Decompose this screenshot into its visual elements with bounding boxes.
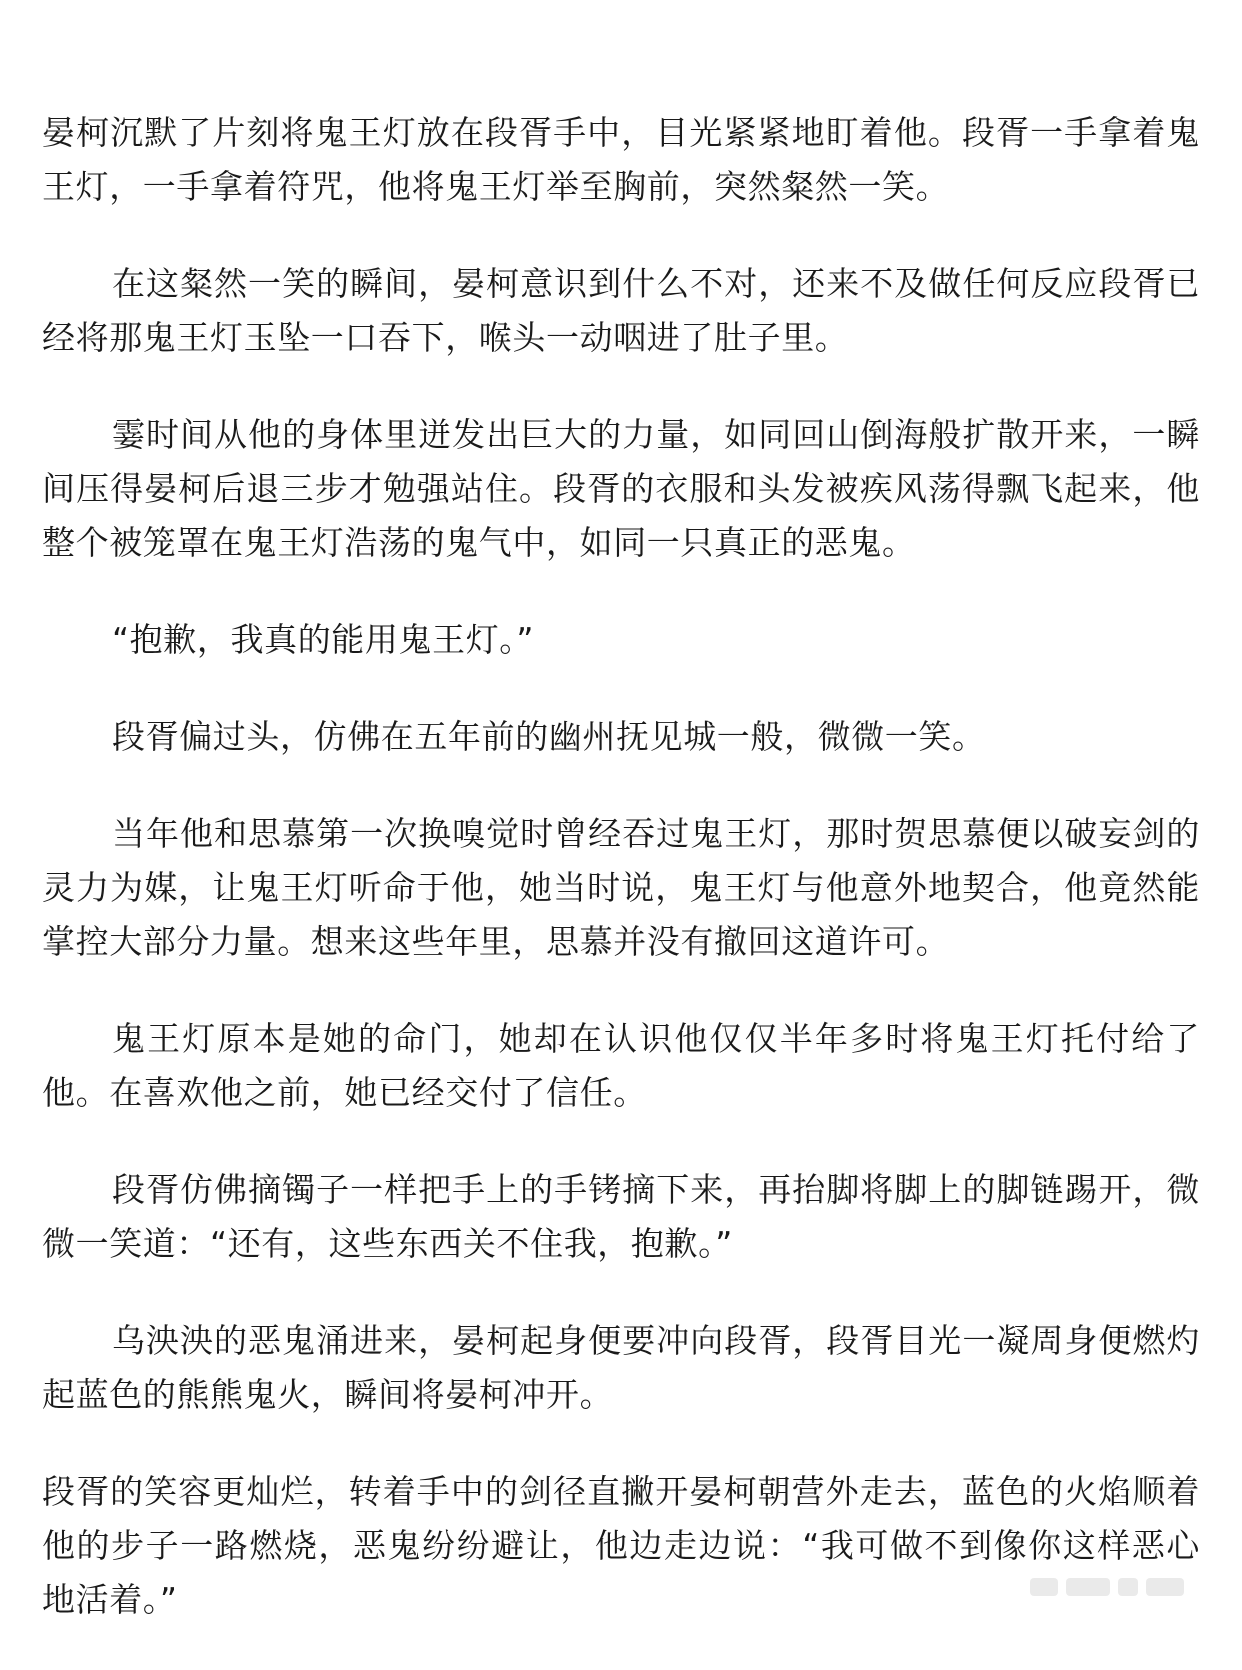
paragraph-6: 当年他和思慕第一次换嗅觉时曾经吞过鬼王灯，那时贺思慕便以破妄剑的灵力为媒，让鬼王灯听命于他，她当时说，鬼王灯与他意外地契合，他竟然能掌控大部分力量。想来这些年里，思慕并没有撤回这道许可。 — [42, 814, 1200, 961]
paragraph-3: 霎时间从他的身体里迸发出巨大的力量，如同回山倒海般扩散开来，一瞬间压得晏柯后退三步才勉强站住。段胥的衣服和头发被疾风荡得飘飞起来，他整个被笼罩在鬼王灯浩荡的鬼气中，如同一只真正的恶鬼。 — [42, 415, 1200, 562]
paragraph-1: 晏柯沉默了片刻将鬼王灯放在段胥手中，目光紧紧地盯着他。段胥一手拿着鬼王灯，一手拿着符咒，他将鬼王灯举至胸前，突然粲然一笑。 — [42, 113, 1200, 206]
paragraph-9: 乌泱泱的恶鬼涌进来，晏柯起身便要冲向段胥，段胥目光一凝周身便燃灼起蓝色的熊熊鬼火，瞬间将晏柯冲开。 — [42, 1321, 1200, 1414]
paragraph-8: 段胥仿佛摘镯子一样把手上的手铐摘下来，再抬脚将脚上的脚链踢开，微微一笑道：“还有，这些东西关不住我，抱歉。” — [42, 1170, 1200, 1263]
paragraph-5: 段胥偏过头，仿佛在五年前的幽州抚见城一般，微微一笑。 — [112, 717, 986, 756]
article-body — [42, 106, 1200, 1670]
paragraph-10: 段胥的笑容更灿烂，转着手中的剑径直撇开晏柯朝营外走去，蓝色的火焰顺着他的步子一路燃烧，恶鬼纷纷避让，他边走边说：“我可做不到像你这样恶心地活着。” — [42, 1472, 1200, 1619]
paragraph-2: 在这粲然一笑的瞬间，晏柯意识到什么不对，还来不及做任何反应段胥已经将那鬼王灯玉坠一口吞下，喉头一动咽进了肚子里。 — [42, 264, 1200, 357]
watermark-block — [1146, 1578, 1184, 1596]
watermark-block — [1030, 1578, 1058, 1596]
watermark-block — [1118, 1578, 1138, 1596]
watermark-block — [1066, 1578, 1110, 1596]
paragraph-7: 鬼王灯原本是她的命门，她却在认识他仅仅半年多时将鬼王灯托付给了他。在喜欢他之前，她已经交付了信任。 — [42, 1019, 1200, 1112]
paragraph-4: “抱歉，我真的能用鬼王灯。” — [112, 620, 535, 659]
faded-watermark — [1030, 1574, 1200, 1600]
